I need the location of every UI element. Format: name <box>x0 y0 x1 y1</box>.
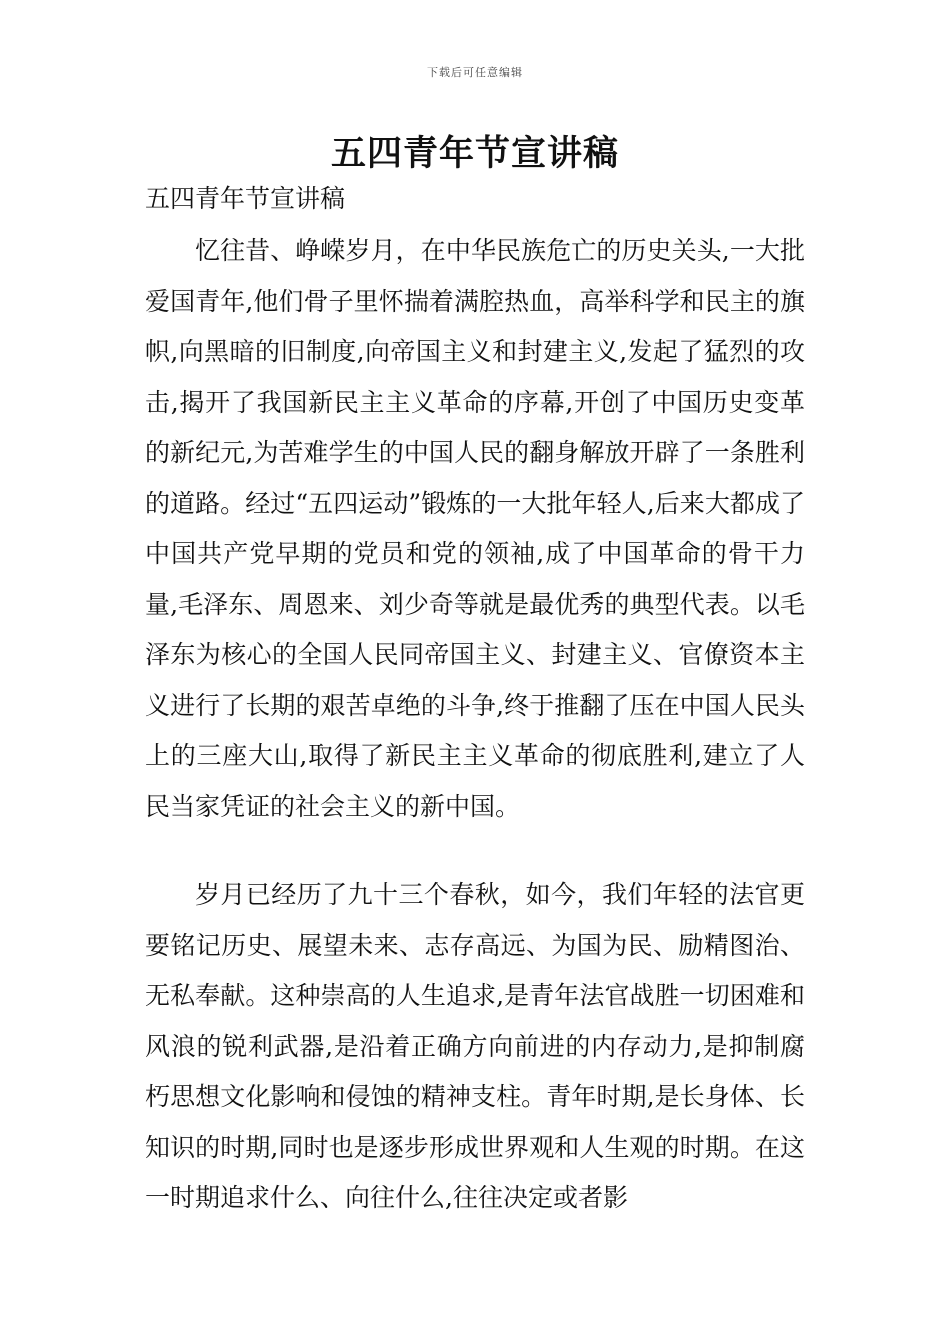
paragraph-2: 岁月已经历了九十三个春秋，如今，我们年轻的法官更要铭记历史、展望未来、志存高远、为国为民、励精图治、无私奉献。这种崇高的人生追求,是青年法官战胜一切困难和风浪的锐利武器,是沿着正确方向前进的内存动力,是抑制腐朽思想文化影响和侵蚀的精神支柱。青年时期,是长身体、长知识的时期,同时也是逐步形成世界观和人生观的时期。在这一时期追求什么、向往什么,往往决定或者影 <box>145 880 805 1212</box>
document-title: 五四青年节宣讲稿 <box>330 134 619 174</box>
header-note: 下载后可任意编辑 <box>427 66 523 79</box>
document-subtitle: 五四青年节宣讲稿 <box>145 184 346 213</box>
paragraph-1: 忆往昔、峥嵘岁月，在中华民族危亡的历史关头,一大批爱国青年,他们骨子里怀揣着满腔热血，高举科学和民主的旗帜,向黑暗的旧制度,向帝国主义和封建主义,发起了猛烈的攻击,揭开了我国新民主主义革命的序幕,开创了中国历史变革的新纪元,为苦难学生的中国人民的翻身解放开辟了一条胜利的道路。经过“五四运动”锻炼的一大批年轻人,后来大都成了中国共产党早期的党员和党的领袖,成了中国革命的骨干力量,毛泽东、周恩来、刘少奇等就是最优秀的典型代表。以毛泽东为核心的全国人民同帝国主义、封建主义、官僚资本主义进行了长期的艰苦卓绝的斗争,终于推翻了压在中国人民头上的三座大山,取得了新民主主义革命的彻底胜利,建立了人民当家凭证的社会主义的新中国。 <box>145 236 805 821</box>
